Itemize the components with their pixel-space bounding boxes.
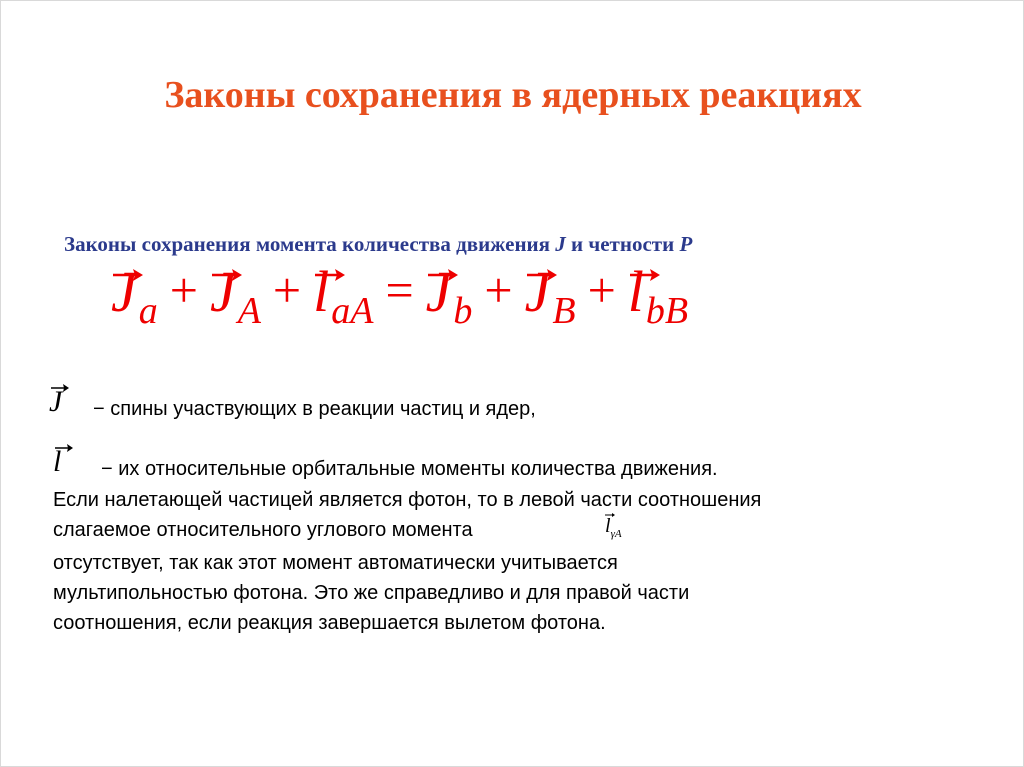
inline-l-gammaA: $l_{\gamma A}$: [605, 515, 622, 540]
eq-term-Ja: $J_a$: [111, 259, 158, 332]
eq-op: +: [169, 262, 198, 318]
eq-term-JA: $J_A$: [209, 259, 261, 332]
subtitle-J: J: [555, 232, 566, 256]
slide-title: Законы сохранения в ядерных реакциях: [164, 74, 862, 116]
text-line-2: − их относительные орбитальные моменты количества движения.: [101, 458, 718, 480]
vector-arrow-icon: [51, 383, 69, 393]
vector-arrow-icon: [527, 267, 557, 281]
conservation-equation: [111, 259, 689, 332]
subtitle-mid: и четности: [565, 232, 680, 256]
subtitle-text: Законы сохранения момента количества движения: [64, 232, 556, 256]
vector-arrow-icon: [605, 512, 615, 518]
eq-op: +: [272, 262, 302, 318]
subtitle-P: P: [679, 232, 693, 256]
text-line-5: отсутствует, так как этот момент автоматически учитывается: [53, 552, 618, 574]
vector-arrow-icon: [55, 443, 73, 453]
eq-term-laA: $l_{aA}$: [313, 259, 374, 332]
eq-op: =: [385, 262, 414, 318]
vector-arrow-icon: [428, 267, 458, 281]
eq-term-lbB: $l_{bB}$: [627, 259, 689, 332]
vector-arrow-icon: [212, 267, 242, 281]
eq-term-JB: $J_B$: [524, 259, 576, 332]
eq-op: +: [484, 262, 513, 318]
eq-term-Jb: $J_b$: [425, 259, 473, 332]
eq-op: +: [587, 262, 616, 318]
text-line-6: мультипольностью фотона. Это же справедливо и для правой части: [53, 582, 690, 604]
vector-arrow-icon: [630, 267, 660, 281]
text-line-1: − спины участвующих в реакции частиц и ядер,: [93, 398, 536, 420]
symbol-l-vector: l: [53, 445, 61, 479]
text-line-7: соотношения, если реакция завершается вылетом фотона.: [53, 612, 606, 634]
vector-arrow-icon: [315, 267, 345, 281]
text-line-4: слагаемое относительного углового момента: [53, 519, 473, 541]
text-line-3: Если налетающей частицей является фотон, то в левой части соотношения: [53, 489, 762, 511]
vector-arrow-icon: [113, 267, 143, 281]
slide-subtitle: [64, 232, 692, 257]
symbol-J-vector: J: [49, 385, 62, 419]
